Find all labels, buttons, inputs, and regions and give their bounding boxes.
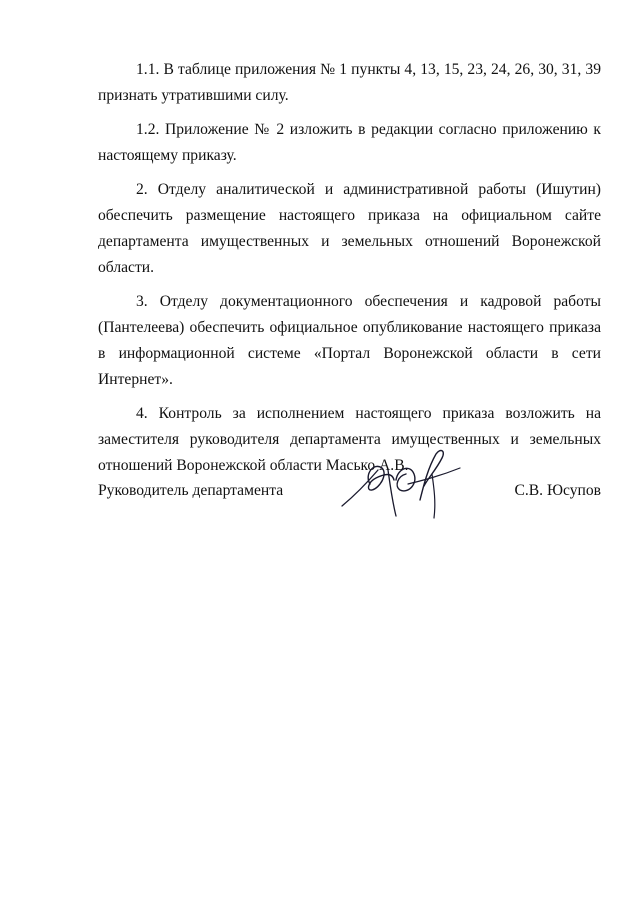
paragraph-1-1: 1.1. В таблице приложения № 1 пункты 4, 13, 15, 23, 24, 26, 30, 31, 39 признать утратившими силу. <box>98 61 601 104</box>
signer-name: С.В. Юсупов <box>514 482 601 499</box>
paragraph-1-2: 1.2. Приложение № 2 изложить в редакции согласно приложению к настоящему приказу. <box>98 121 601 164</box>
paragraph-3: 3. Отделу документационного обеспечения и кадровой работы (Пантелеева) обеспечить официальное опубликование настоящего приказа в информационной системе «Портал Воронежской области в сети Интернет». <box>98 293 601 388</box>
handwritten-signature <box>336 444 466 530</box>
signature-block <box>98 466 601 536</box>
document-body <box>98 57 601 487</box>
paragraph-4: 4. Контроль за исполнением настоящего приказа возложить на заместителя руководителя департамента имущественных и земельных отношений Воронежской области Масько А.В. <box>98 405 601 474</box>
signer-position: Руководитель департамента <box>98 482 284 499</box>
paragraph-2: 2. Отделу аналитической и административной работы (Ишутин) обеспечить размещение настоящего приказа на официальном сайте департамента имущественных и земельных отношений Воронежской области. <box>98 181 601 276</box>
